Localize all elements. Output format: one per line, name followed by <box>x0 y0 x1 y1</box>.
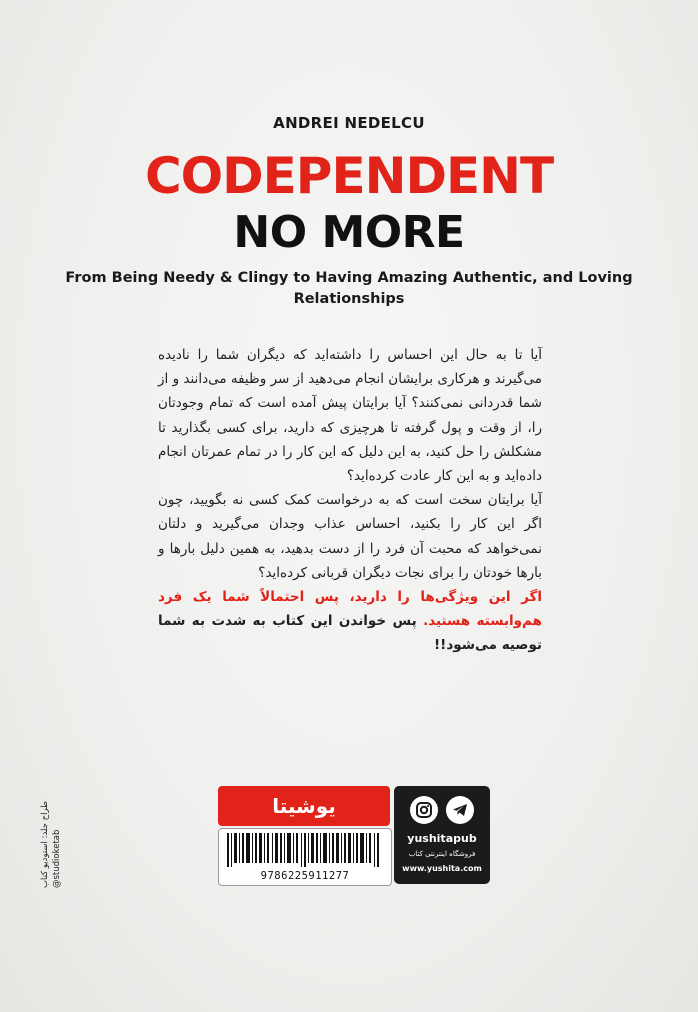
subtitle: From Being Needy & Clingy to Having Amazing Authentic, and Loving Relationships <box>65 270 633 307</box>
publisher-handle: yushitapub <box>407 832 477 845</box>
blurb-highlight: اگر این ویژگی‌ها را دارید، پس احتمالاً شما یک فرد هم‌وابسته هستید. <box>158 589 542 630</box>
barcode-bars <box>227 833 383 867</box>
barcode <box>218 828 392 886</box>
social-icons <box>394 796 490 824</box>
author-name: ANDREI NEDELCU <box>273 114 425 132</box>
store-label: فروشگاه اینترنتی کتاب <box>408 850 476 858</box>
cover-designer-credit <box>40 801 62 888</box>
blurb-paragraph-1: آیا تا به حال این احساس را داشته‌اید که دیگران شما را نادیده می‌گیرند و هرکاری برایشان انجام می‌دهید از سر وظیفه می‌دانند و از شما قدردانی نمی‌کنند؟ آیا برایتان پیش آمده است که تمام وجودتان را، از وقت و پول گرفته تا هرچیزی که دارید، برای کسی بگذارید تا مشکلش را حل کنید، به این دلیل که این کار را در تمام عمرتان انجام داده‌اید و به این کار عادت کرده‌اید؟ <box>158 347 542 485</box>
isbn-number: 9786225911277 <box>260 870 350 882</box>
blurb <box>158 343 542 658</box>
blurb-closing: پس خواندن این کتاب به شدت به شما توصیه می‌شود!! <box>158 613 542 654</box>
publisher-logo <box>218 786 390 826</box>
telegram-icon <box>446 796 474 824</box>
title-line-1: CODEPENDENT <box>144 147 554 205</box>
blurb-paragraph-2: آیا برایتان سخت است که به درخواست کمک کسی نه بگویید، چون اگر این کار را بکنید، احساس عذاب وجدان می‌گیرید و دلتان نمی‌خواهد که محبت آن فرد را از دست بدهید، به همین دلیل بارها و بارها خودتان را برای نجات دیگران قربانی کرده‌اید؟ <box>158 492 542 581</box>
designer-label: طراح جلد: استودیو کتاب <box>40 801 50 888</box>
blurb-paragraph-3 <box>158 585 542 658</box>
publisher-social-box <box>394 786 490 884</box>
designer-handle: @studioketab <box>52 829 62 888</box>
publisher-logo-text: یوشیتا <box>272 794 336 818</box>
instagram-icon <box>410 796 438 824</box>
publisher-website: www.yushita.com <box>402 864 482 873</box>
title-line-2: NO MORE <box>233 207 465 258</box>
